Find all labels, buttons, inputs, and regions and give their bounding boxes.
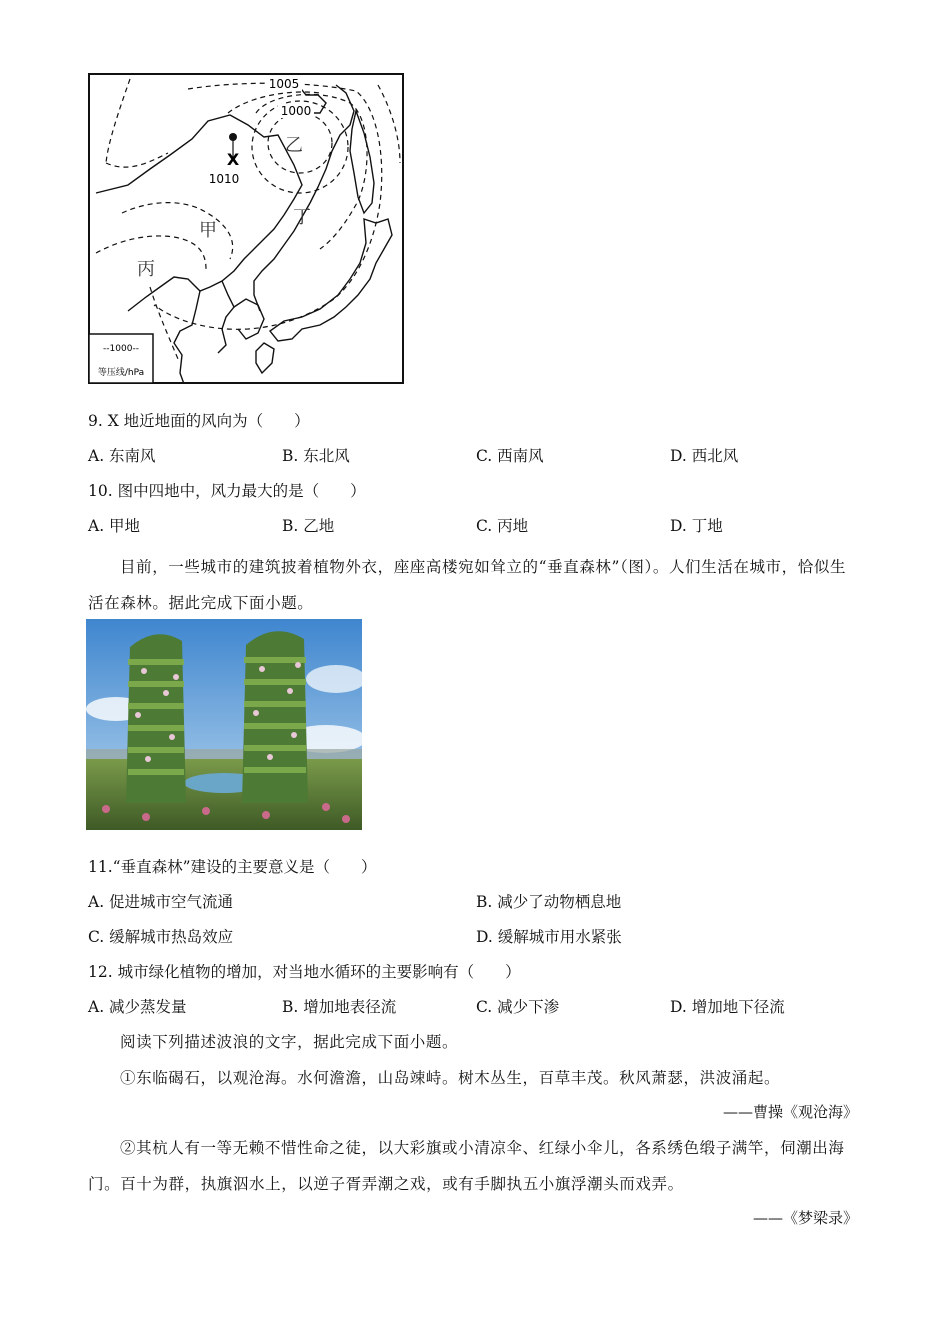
- isobar-map: [88, 73, 404, 384]
- q9-option-c: C. 西南风: [476, 447, 544, 465]
- q11-option-c: C. 缓解城市热岛效应: [88, 928, 234, 946]
- passage-guan-cang-hai: ①东临碣石，以观沧海。水何澹澹，山岛竦峙。树木丛生，百草丰茂。秋风萧瑟，洪波涌起。: [120, 1069, 781, 1087]
- q12-option-b: B. 增加地表径流: [282, 998, 397, 1016]
- legend-line-sample: --1000--: [103, 344, 139, 354]
- question-11: 11.“垂直森林”建设的主要意义是（ ）: [88, 858, 377, 876]
- place-label-ding: 丁: [293, 207, 311, 228]
- place-label-bing: 丙: [137, 259, 155, 280]
- isobar-label-1005: 1005: [268, 77, 300, 91]
- intro-vertical-forest: 目前，一些城市的建筑披着植物外衣，座座高楼宛如耸立的“垂直森林”（图）。人们生活在城市，恰似生活在森林。据此完成下面小题。: [88, 558, 847, 612]
- question-9: 9. X 地近地面的风向为（ ）: [88, 412, 310, 430]
- q9-option-b: B. 东北风: [282, 447, 350, 465]
- place-label-yi: 乙: [285, 135, 303, 156]
- q12-option-c: C. 减少下渗: [476, 998, 560, 1016]
- q9-option-a: A. 东南风: [88, 447, 156, 465]
- q10-option-b: B. 乙地: [282, 517, 335, 535]
- point-x-label: X: [226, 150, 240, 169]
- point-marker-icon: [229, 133, 237, 141]
- q9-option-d: D. 西北风: [670, 447, 739, 465]
- question-12: 12. 城市绿化植物的增加，对当地水循环的主要影响有（ ）: [88, 963, 521, 981]
- q11-option-a: A. 促进城市空气流通: [88, 893, 234, 911]
- q12-option-a: A. 减少蒸发量: [88, 998, 187, 1016]
- source-meng-liang-lu: ——《梦梁录》: [752, 1209, 858, 1227]
- question-10: 10. 图中四地中，风力最大的是（ ）: [88, 482, 366, 500]
- q11-option-b: B. 减少了动物栖息地: [476, 893, 622, 911]
- legend-text: 等压线/hPa: [97, 368, 145, 378]
- isobar-label-1010: 1010: [208, 172, 240, 186]
- q10-option-a: A. 甲地: [88, 517, 141, 535]
- intro-waves: 阅读下列描述波浪的文字，据此完成下面小题。: [120, 1033, 459, 1051]
- place-label-jia: 甲: [199, 220, 217, 241]
- passage-meng-liang-lu: ②其杭人有一等无赖不惜性命之徒，以大彩旗或小清凉伞、红绿小伞儿，各系绣色缎子满竿，伺潮出海门。百十为群，执旗泅水上，以逆子胥弄潮之戏，或有手脚执五小旗浮潮头而戏弄。: [88, 1139, 845, 1193]
- vertical-forest-photo: [86, 619, 362, 830]
- q10-option-d: D. 丁地: [670, 517, 723, 535]
- q11-option-d: D. 缓解城市用水紧张: [476, 928, 622, 946]
- q10-option-c: C. 丙地: [476, 517, 529, 535]
- isobar-label-1000: 1000: [280, 104, 312, 118]
- source-cao-cao: ——曹操《观沧海》: [722, 1103, 858, 1121]
- q12-option-d: D. 增加地下径流: [670, 998, 785, 1016]
